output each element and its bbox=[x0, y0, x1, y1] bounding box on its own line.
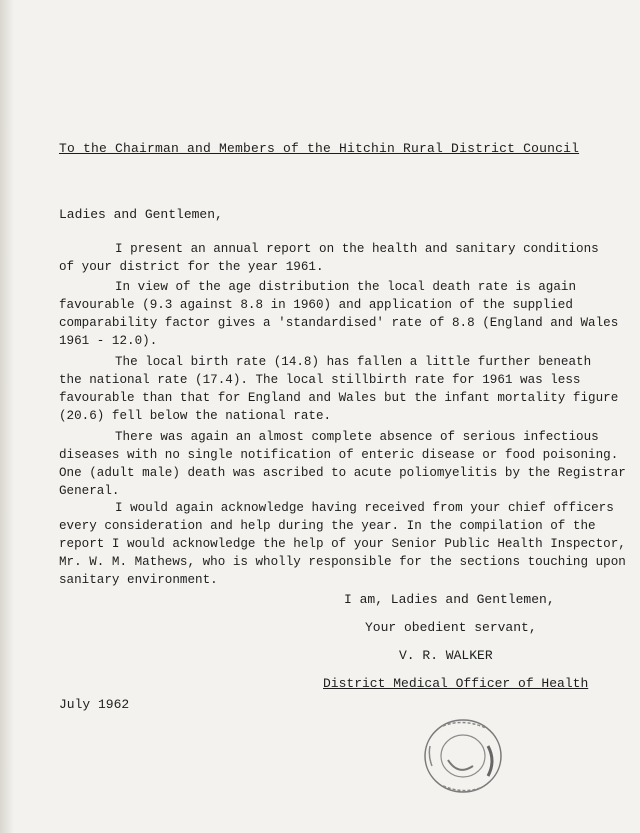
salutation: Ladies and Gentlemen, bbox=[59, 207, 223, 222]
paragraph-line: Mr. W. M. Mathews, who is wholly responsible for the sections touching upon bbox=[59, 555, 626, 569]
signatory-title: District Medical Officer of Health bbox=[323, 676, 589, 691]
paragraph-line: favourable than that for England and Wales but the infant mortality figure bbox=[59, 391, 619, 405]
paragraph-2 bbox=[59, 278, 619, 350]
closing-line-2: Your obedient servant, bbox=[365, 620, 537, 635]
letter-date: July 1962 bbox=[59, 697, 130, 712]
paragraph-line: General. bbox=[59, 484, 120, 498]
paragraph-line: (20.6) fell below the national rate. bbox=[59, 409, 332, 423]
paragraph-5 bbox=[59, 499, 626, 589]
letter-heading: To the Chairman and Members of the Hitchin Rural District Council bbox=[59, 141, 580, 156]
paragraph-line: One (adult male) death was ascribed to acute poliomyelitis by the Registrar bbox=[59, 466, 626, 480]
paragraph-line: diseases with no single notification of enteric disease or food poisoning. bbox=[59, 448, 619, 462]
paragraph-line: report I would acknowledge the help of your Senior Public Health Inspector, bbox=[59, 537, 626, 551]
paragraph-line: every consideration and help during the year. In the compilation of the bbox=[59, 519, 596, 533]
paragraph-1 bbox=[59, 240, 599, 276]
paragraph-line: I present an annual report on the health and sanitary conditions bbox=[115, 242, 599, 256]
paragraph-line: favourable (9.3 against 8.8 in 1960) and application of the supplied bbox=[59, 298, 573, 312]
library-stamp-icon bbox=[418, 716, 518, 796]
closing-line-1: I am, Ladies and Gentlemen, bbox=[344, 592, 555, 607]
paragraph-4 bbox=[59, 428, 626, 500]
paragraph-line: the national rate (17.4). The local stillbirth rate for 1961 was less bbox=[59, 373, 581, 387]
paragraph-line: The local birth rate (14.8) has fallen a little further beneath bbox=[115, 355, 592, 369]
paragraph-line: 1961 - 12.0). bbox=[59, 334, 158, 348]
signatory-name: V. R. WALKER bbox=[399, 648, 493, 663]
page-edge-shadow bbox=[0, 0, 14, 833]
paragraph-line: I would again acknowledge having received from your chief officers bbox=[115, 501, 614, 515]
paragraph-line: In view of the age distribution the local death rate is again bbox=[115, 280, 577, 294]
paragraph-3 bbox=[59, 353, 619, 425]
paragraph-line: sanitary environment. bbox=[59, 573, 218, 587]
paragraph-line: comparability factor gives a 'standardised' rate of 8.8 (England and Wales bbox=[59, 316, 619, 330]
paragraph-line: There was again an almost complete absence of serious infectious bbox=[115, 430, 599, 444]
paragraph-line: of your district for the year 1961. bbox=[59, 260, 324, 274]
